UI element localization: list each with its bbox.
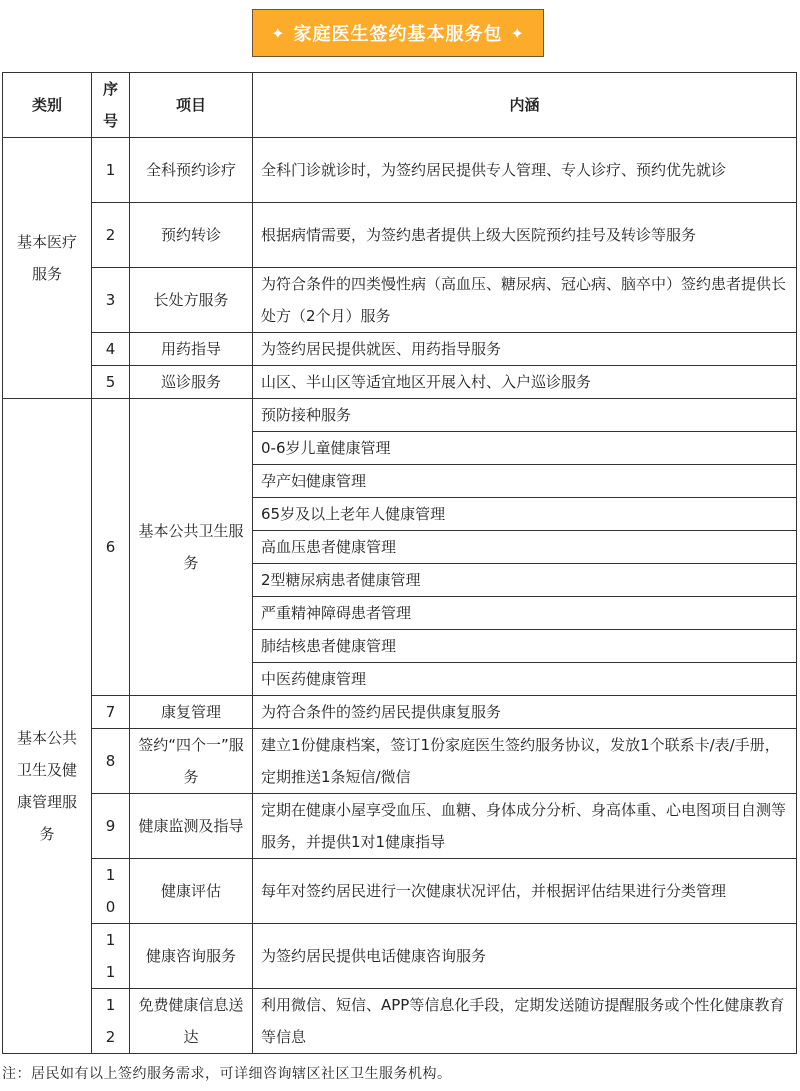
row-content: 孕产妇健康管理 <box>253 465 797 498</box>
row-content: 为符合条件的四类慢性病（高血压、糖尿病、冠心病、脑卒中）签约患者提供长处方（2个月）服务 <box>253 268 797 333</box>
row-content: 为符合条件的签约居民提供康复服务 <box>253 696 797 729</box>
row-number: 11 <box>92 924 130 989</box>
row-item: 健康评估 <box>130 859 253 924</box>
header-content: 内涵 <box>253 73 797 138</box>
title-banner <box>252 9 544 57</box>
table-row <box>3 696 797 729</box>
row-content: 根据病情需要，为签约患者提供上级大医院预约挂号及转诊等服务 <box>253 203 797 268</box>
row-content: 定期在健康小屋享受血压、血糖、身体成分分析、身高体重、心电图项目自测等服务，并提供1对1健康指导 <box>253 794 797 859</box>
row-content: 65岁及以上老年人健康管理 <box>253 498 797 531</box>
table-row <box>3 989 797 1054</box>
row-item: 预约转诊 <box>130 203 253 268</box>
row-item: 免费健康信息送达 <box>130 989 253 1054</box>
table-row <box>3 924 797 989</box>
row-number: 8 <box>92 729 130 794</box>
row-content: 严重精神障碍患者管理 <box>253 597 797 630</box>
banner-title: 家庭医生签约基本服务包 <box>293 24 503 45</box>
row-number: 1 <box>92 138 130 203</box>
header-item: 项目 <box>130 73 253 138</box>
row-content: 全科门诊就诊时，为签约居民提供专人管理、专人诊疗、预约优先就诊 <box>253 138 797 203</box>
row-number: 6 <box>92 399 130 696</box>
row-number: 7 <box>92 696 130 729</box>
row-number: 3 <box>92 268 130 333</box>
row-number: 2 <box>92 203 130 268</box>
row-item: 巡诊服务 <box>130 366 253 399</box>
sparkle-star-icon: ✦ <box>510 23 525 43</box>
row-content: 中医药健康管理 <box>253 663 797 696</box>
table-row <box>3 333 797 366</box>
row-item: 全科预约诊疗 <box>130 138 253 203</box>
table-header-row <box>3 73 797 138</box>
row-item: 签约“四个一”服务 <box>130 729 253 794</box>
row-item: 健康咨询服务 <box>130 924 253 989</box>
table-row <box>3 729 797 794</box>
row-content: 每年对签约居民进行一次健康状况评估，并根据评估结果进行分类管理 <box>253 859 797 924</box>
table-row <box>3 203 797 268</box>
row-number: 9 <box>92 794 130 859</box>
row-content: 2型糖尿病患者健康管理 <box>253 564 797 597</box>
row-number: 4 <box>92 333 130 366</box>
table-row <box>3 794 797 859</box>
row-item: 康复管理 <box>130 696 253 729</box>
row-number: 5 <box>92 366 130 399</box>
row-content: 利用微信、短信、APP等信息化手段，定期发送随访提醒服务或个性化健康教育等信息 <box>253 989 797 1054</box>
row-item: 健康监测及指导 <box>130 794 253 859</box>
table-row <box>3 859 797 924</box>
table-row <box>3 268 797 333</box>
header-number: 序号 <box>92 73 130 138</box>
row-content: 0-6岁儿童健康管理 <box>253 432 797 465</box>
row-content: 高血压患者健康管理 <box>253 531 797 564</box>
table-row <box>3 399 797 432</box>
category-cell: 基本公共卫生及健康管理服务 <box>3 399 92 1054</box>
row-content: 山区、半山区等适宜地区开展入村、入户巡诊服务 <box>253 366 797 399</box>
sparkle-star-icon: ✦ <box>271 23 286 43</box>
row-item: 用药指导 <box>130 333 253 366</box>
row-content: 为签约居民提供就医、用药指导服务 <box>253 333 797 366</box>
row-number: 12 <box>92 989 130 1054</box>
row-item: 长处方服务 <box>130 268 253 333</box>
category-cell: 基本医疗服务 <box>3 138 92 399</box>
row-number: 10 <box>92 859 130 924</box>
table-row <box>3 366 797 399</box>
footnote: 注：居民如有以上签约服务需求，可详细咨询辖区社区卫生服务机构。 <box>2 1066 452 1082</box>
table-row <box>3 138 797 203</box>
row-content: 为签约居民提供电话健康咨询服务 <box>253 924 797 989</box>
row-content: 建立1份健康档案，签订1份家庭医生签约服务协议，发放1个联系卡/表/手册，定期推送1条短信/微信 <box>253 729 797 794</box>
header-category: 类别 <box>3 73 92 138</box>
service-package-table <box>2 72 797 1054</box>
row-content: 肺结核患者健康管理 <box>253 630 797 663</box>
row-item: 基本公共卫生服务 <box>130 399 253 696</box>
row-content: 预防接种服务 <box>253 399 797 432</box>
